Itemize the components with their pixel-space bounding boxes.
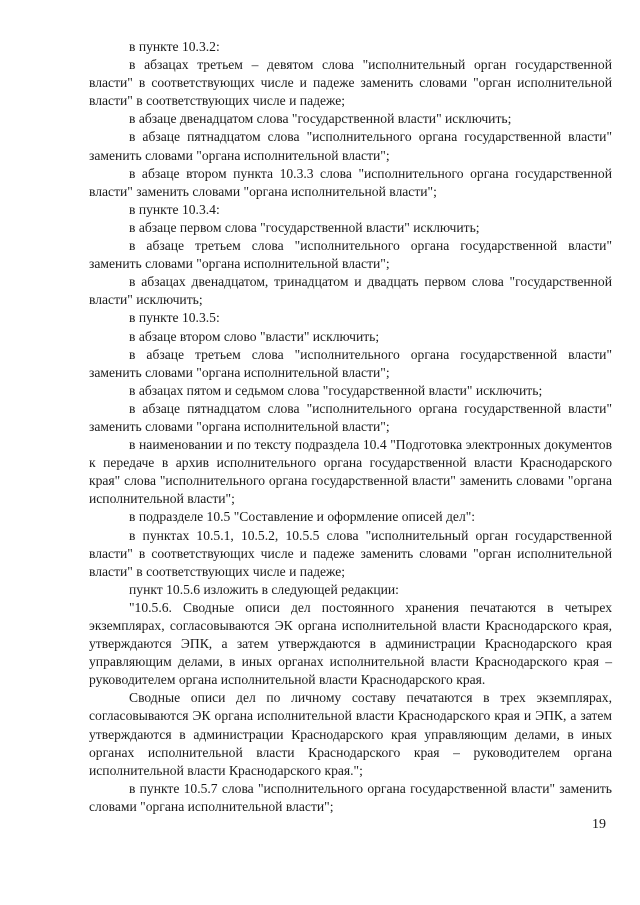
- page-number: 19: [592, 817, 606, 832]
- paragraph: в абзаце третьем слова "исполнительного органа государственной власти" заменить словами "органа исполнительной власти";: [89, 238, 612, 272]
- paragraph: в абзаце втором слово "власти" исключить;: [129, 328, 380, 344]
- paragraph: "10.5.6. Сводные описи дел постоянного хранения печатаются в четырех экземплярах, согласовываются ЭК органа исполнительной власти Краснодарского края, утверждаются ЭПК, а затем утверждаются в администрации Краснодарского края управляющим делами, в иных органах исполнительной власти Краснодарского края – руководителем органа исполнительной власти Краснодарского края.: [89, 599, 612, 688]
- paragraph: в пунктах 10.5.1, 10.5.2, 10.5.5 слова "исполнительный орган государственной власти" в соответствующих числе и падеже заменить словами "орган исполнительной власти" в соответствующих числе и падеже;: [89, 527, 612, 579]
- paragraph: в абзаце втором пункта 10.3.3 слова "исполнительного органа государственной власти" заменить словами "органа исполнительной власти";: [89, 165, 612, 199]
- paragraph: в абзаце пятнадцатом слова "исполнительного органа государственной власти" заменить словами "органа исполнительной власти";: [89, 400, 612, 434]
- paragraph: в пункте 10.5.7 слова "исполнительного органа государственной власти" заменить словами "органа исполнительной власти";: [89, 780, 612, 814]
- paragraph: в абзаце двенадцатом слова "государственной власти" исключить;: [129, 111, 512, 127]
- paragraph: в абзацах третьем – девятом слова "исполнительный орган государственной власти" в соответствующих числе и падеже заменить словами "орган исполнительной власти" в соответствующих числе и падеже;: [89, 57, 612, 109]
- paragraph: в пункте 10.3.5:: [129, 310, 220, 326]
- paragraph: в пункте 10.3.4:: [129, 201, 220, 217]
- paragraph: в абзаце третьем слова "исполнительного органа государственной власти" заменить словами "органа исполнительной власти";: [89, 346, 612, 380]
- paragraph: в подразделе 10.5 "Составление и оформление описей дел":: [129, 509, 476, 525]
- paragraph: в абзацах двенадцатом, тринадцатом и двадцать первом слова "государственной власти" исключить;: [89, 274, 612, 308]
- paragraph: пункт 10.5.6 изложить в следующей редакции:: [129, 581, 399, 597]
- paragraph: в наименовании и по тексту подраздела 10.4 "Подготовка электронных документов к передаче в архив исполнительного органа государственной власти Краснодарского края" слова "исполнительного органа государственной власти" заменить словами "органа исполнительной власти";: [89, 437, 612, 507]
- paragraph: в абзацах пятом и седьмом слова "государственной власти" исключить;: [129, 382, 543, 398]
- paragraph: в абзаце первом слова "государственной власти" исключить;: [129, 219, 480, 235]
- paragraph: Сводные описи дел по личному составу печатаются в трех экземплярах, согласовываются ЭК органа исполнительной власти Краснодарского края и ЭПК, а затем утверждаются в администрации Краснодарского края управляющим делами, в иных органах исполнительной власти Краснодарского края – руководителем органа исполнительной власти Краснодарского края.";: [89, 690, 612, 778]
- paragraph: в абзаце пятнадцатом слова "исполнительного органа государственной власти" заменить словами "органа исполнительной власти";: [89, 129, 612, 163]
- paragraph: в пункте 10.3.2:: [129, 39, 220, 54]
- document-body: [89, 38, 612, 816]
